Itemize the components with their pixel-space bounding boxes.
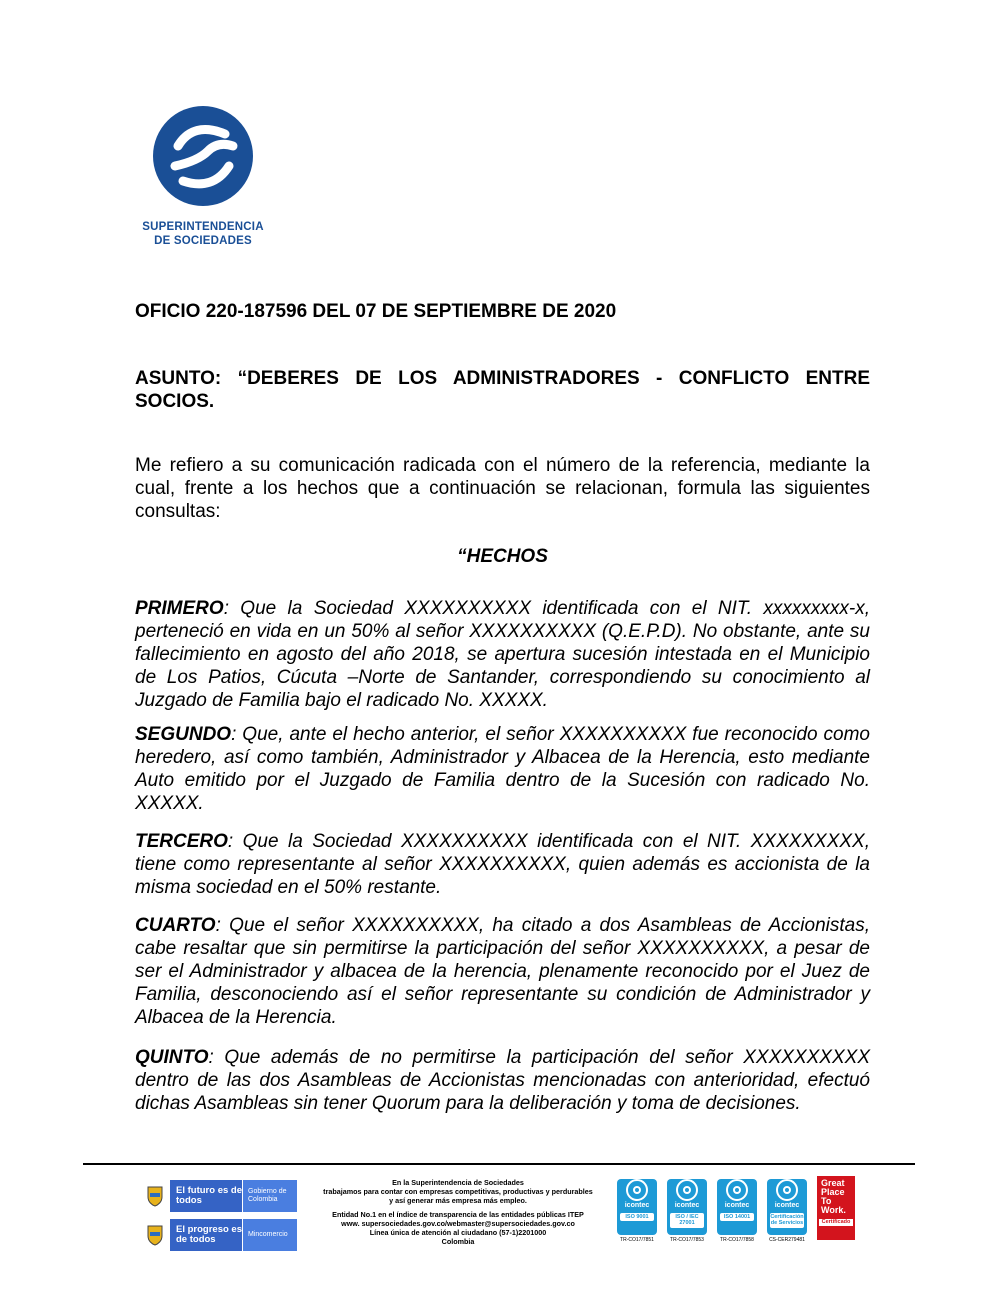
document-title: OFICIO 220-187596 DEL 07 DE SEPTIEMBRE DE 2020 — [135, 301, 617, 322]
badge-progreso-sub: Mincomercio — [242, 1219, 297, 1251]
footer-line: En la Superintendencia de Sociedades — [392, 1178, 524, 1187]
footer-line: Colombia — [441, 1237, 475, 1247]
cert-iso-9001: icontec ISO 9001 TR-CO17/7851 — [617, 1176, 657, 1236]
fact-text: : Que además de no permitirse la participación del señor XXXXXXXXXX dentro de las dos Asambleas de Accionistas mencionadas con anterioridad, efectuó dichas Asambleas sin tener Quorum para la deliberación y toma de decisiones. — [135, 1047, 870, 1114]
gptw-label: Certificado — [819, 1219, 853, 1226]
footer-line: y así generar más empresa más empleo. — [389, 1196, 527, 1206]
footer-line: trabajamos para contar con empresas competitivas, productivas y perdurables — [323, 1187, 593, 1197]
footer-info — [300, 1178, 616, 1246]
fact-segundo — [135, 723, 870, 815]
fact-primero — [135, 597, 870, 712]
footer-divider — [83, 1163, 915, 1165]
icontec-icon — [626, 1179, 648, 1201]
logo-line2: DE SOCIEDADES — [154, 235, 252, 247]
footer-line: Línea única de atención al ciudadano (57-1)2201000 — [369, 1228, 547, 1238]
superintendencia-logo — [133, 100, 273, 250]
icontec-icon — [676, 1179, 698, 1201]
cert-iso-14001: icontec ISO 14001 TR-CO17/7858 — [717, 1176, 757, 1236]
badge-progreso — [140, 1219, 297, 1251]
cert-iso-27001: icontec ISO / IEC 27001 TR-CO17/7853 — [667, 1176, 707, 1236]
subject-line: ASUNTO: “DEBERES DE LOS ADMINISTRADORES - CONFLICTO ENTRE SOCIOS. — [135, 368, 870, 412]
fact-label: QUINTO — [135, 1047, 209, 1068]
colombia-shield-icon — [140, 1219, 170, 1251]
fact-text: : Que la Sociedad XXXXXXXXXX identificada con el NIT. xxxxxxxxx-x, perteneció en vida en un 50% al señor XXXXXXXXXX (Q.E.P.D). No obstante, ante su fallecimiento en agosto del año 2018, se apertura sucesión intestada en el Municipio de Los Patios, Cúcuta –Norte de Santander, correspondiendo su conocimiento al Juzgado de Familia bajo el radicado No. XXXXX. — [135, 598, 870, 711]
fact-label: CUARTO — [135, 915, 216, 936]
gptw-text: Great Place To Work. — [821, 1178, 846, 1215]
footer-line: www. supersociedades.gov.co/webmaster@supersociedades.gov.co — [341, 1218, 575, 1228]
fact-label: SEGUNDO — [135, 724, 232, 745]
fact-tercero — [135, 830, 870, 899]
colombia-shield-icon — [140, 1180, 170, 1212]
logo-line1: SUPERINTENDENCIA — [142, 221, 264, 233]
fact-text: : Que, ante el hecho anterior, el señor XXXXXXXXXX fue reconocido como heredero, así como también, Administrador y Albacea de la Herencia, esto mediante Auto emitido por el Juzgado de Familia dentro de la Sucesión con radicado No. XXXXX. — [135, 724, 870, 814]
fact-text: : Que la Sociedad XXXXXXXXXX identificada con el NIT. XXXXXXXXX, tiene como representante al señor XXXXXXXXXX, quien además es accionista de la misma sociedad en el 50% restante. — [135, 831, 870, 898]
fact-quinto — [135, 1046, 870, 1115]
intro-paragraph: Me refiero a su comunicación radicada con el número de la referencia, mediante la cual, frente a los hechos que a continuación se relacionan, formula las siguientes consultas: — [135, 455, 870, 522]
cert-servicios: icontec Certificación de Servicios CS-CER279481 — [767, 1176, 807, 1236]
footer-line: Entidad No.1 en el índice de transparencia de las entidades públicas ITEP — [332, 1209, 584, 1219]
fact-label: TERCERO — [135, 831, 228, 852]
fact-text: : Que el señor XXXXXXXXXX, ha citado a dos Asambleas de Accionistas, cabe resaltar que sin permitirse la participación del señor XXXXXXXXXX, a pesar de ser el Administrador y albacea de la herencia, plenamente reconocido por el Juez de Familia, desconociendo así el señor representante su condición de Administrador y Albacea de la Herencia. — [135, 915, 870, 1028]
logo-emblem-icon — [153, 106, 253, 206]
badge-futuro-main: El futuro es de todos — [170, 1180, 242, 1212]
badge-progreso-main: El progreso es de todos — [170, 1219, 242, 1251]
great-place-to-work-badge — [817, 1176, 855, 1240]
badge-futuro — [140, 1180, 297, 1212]
icontec-icon — [726, 1179, 748, 1201]
fact-cuarto — [135, 914, 870, 1029]
fact-label: PRIMERO — [135, 598, 224, 619]
hechos-heading: “HECHOS — [457, 546, 548, 567]
badge-futuro-sub: Gobierno de Colombia — [242, 1180, 297, 1212]
icontec-icon — [776, 1179, 798, 1201]
